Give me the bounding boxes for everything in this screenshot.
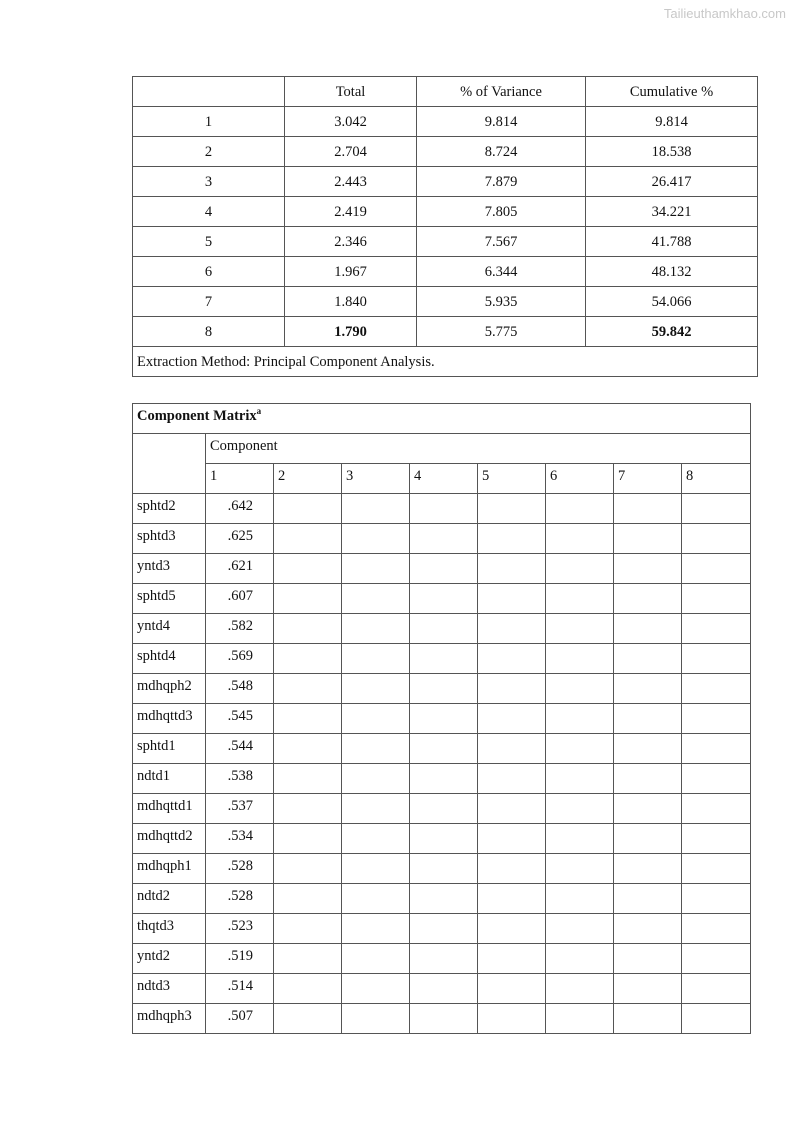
matrix-empty-cell [682,944,751,974]
matrix-row-label: sphtd4 [133,644,206,674]
matrix-empty-cell [478,674,546,704]
variance-header-cell: Cumulative % [586,77,758,107]
matrix-row [133,704,751,734]
variance-cell: 5 [133,227,285,257]
matrix-empty-cell [682,704,751,734]
matrix-empty-cell [478,764,546,794]
matrix-empty-cell [478,974,546,1004]
matrix-row-label: yntd3 [133,554,206,584]
matrix-empty-cell [410,944,478,974]
matrix-empty-cell [410,914,478,944]
matrix-row [133,584,751,614]
matrix-empty-cell [478,494,546,524]
matrix-empty-cell [410,554,478,584]
matrix-empty-cell [546,704,614,734]
matrix-empty-cell [546,854,614,884]
matrix-row [133,734,751,764]
matrix-empty-cell [478,854,546,884]
matrix-loading-value: .642 [206,494,274,524]
matrix-column-header: 4 [410,464,478,494]
matrix-empty-cell [478,734,546,764]
matrix-row-label: sphtd5 [133,584,206,614]
matrix-row [133,1004,751,1034]
matrix-row-label: sphtd3 [133,524,206,554]
matrix-empty-cell [682,914,751,944]
matrix-empty-cell [614,734,682,764]
matrix-row [133,974,751,1004]
matrix-empty-cell [342,854,410,884]
matrix-title-footnote-mark: a [256,406,262,417]
matrix-empty-cell [478,614,546,644]
matrix-empty-cell [478,644,546,674]
variance-cell: 7.805 [417,197,586,227]
matrix-empty-cell [546,494,614,524]
matrix-empty-cell [546,734,614,764]
matrix-empty-cell [546,794,614,824]
matrix-row [133,554,751,584]
matrix-row-label: mdhqttd1 [133,794,206,824]
matrix-empty-cell [274,584,342,614]
variance-cell: 6 [133,257,285,287]
matrix-title: Component Matrix$^a$ [133,404,751,434]
matrix-empty-cell [478,554,546,584]
matrix-corner-cell [133,434,206,494]
variance-header-row [133,77,758,107]
matrix-empty-cell [342,944,410,974]
matrix-row-label: sphtd2 [133,494,206,524]
matrix-empty-cell [410,584,478,614]
matrix-row [133,944,751,974]
matrix-empty-cell [410,854,478,884]
matrix-empty-cell [682,854,751,884]
matrix-empty-cell [342,734,410,764]
matrix-loading-value: .544 [206,734,274,764]
matrix-loading-value: .537 [206,794,274,824]
matrix-component-label: Component [206,434,751,464]
matrix-empty-cell [274,914,342,944]
matrix-loading-value: .545 [206,704,274,734]
matrix-empty-cell [682,734,751,764]
matrix-empty-cell [614,764,682,794]
matrix-empty-cell [546,614,614,644]
matrix-empty-cell [614,644,682,674]
matrix-empty-cell [682,614,751,644]
variance-cell: 34.221 [586,197,758,227]
matrix-row-label: sphtd1 [133,734,206,764]
matrix-empty-cell [682,584,751,614]
matrix-row-label: mdhqttd3 [133,704,206,734]
variance-cell: 18.538 [586,137,758,167]
matrix-row [133,764,751,794]
matrix-row [133,494,751,524]
matrix-empty-cell [342,644,410,674]
matrix-row [133,614,751,644]
matrix-empty-cell [682,1004,751,1034]
matrix-column-header-row [133,464,751,494]
variance-cell: 1.790 [285,317,417,347]
matrix-empty-cell [410,704,478,734]
matrix-empty-cell [410,824,478,854]
matrix-empty-cell [342,914,410,944]
matrix-loading-value: .523 [206,914,274,944]
matrix-empty-cell [478,944,546,974]
matrix-empty-cell [342,884,410,914]
matrix-empty-cell [410,884,478,914]
variance-cell: 1.967 [285,257,417,287]
variance-row [133,227,758,257]
matrix-empty-cell [546,644,614,674]
matrix-empty-cell [682,824,751,854]
matrix-row [133,794,751,824]
matrix-empty-cell [614,704,682,734]
matrix-empty-cell [410,524,478,554]
matrix-loading-value: .514 [206,974,274,1004]
matrix-title-row [133,404,751,434]
variance-cell: 9.814 [586,107,758,137]
matrix-loading-value: .607 [206,584,274,614]
matrix-column-header: 7 [614,464,682,494]
matrix-row-label: mdhqttd2 [133,824,206,854]
variance-cell: 7.879 [417,167,586,197]
variance-cell: 54.066 [586,287,758,317]
matrix-row [133,914,751,944]
matrix-row [133,524,751,554]
matrix-empty-cell [342,494,410,524]
matrix-loading-value: .621 [206,554,274,584]
matrix-empty-cell [546,764,614,794]
matrix-empty-cell [614,524,682,554]
matrix-row-label: mdhqph2 [133,674,206,704]
matrix-column-header: 6 [546,464,614,494]
matrix-empty-cell [410,494,478,524]
variance-cell: 59.842 [586,317,758,347]
matrix-empty-cell [274,554,342,584]
matrix-empty-cell [410,794,478,824]
matrix-row-label: ndtd1 [133,764,206,794]
matrix-empty-cell [546,1004,614,1034]
matrix-empty-cell [274,944,342,974]
matrix-loading-value: .538 [206,764,274,794]
matrix-empty-cell [342,974,410,1004]
variance-cell: 3.042 [285,107,417,137]
matrix-empty-cell [682,644,751,674]
matrix-empty-cell [274,974,342,1004]
matrix-column-header: 2 [274,464,342,494]
matrix-row [133,644,751,674]
matrix-empty-cell [274,764,342,794]
matrix-row [133,674,751,704]
extraction-method-note: Extraction Method: Principal Component Analysis. [133,347,758,377]
matrix-empty-cell [614,914,682,944]
matrix-row-label: ndtd3 [133,974,206,1004]
variance-cell: 1 [133,107,285,137]
matrix-empty-cell [342,1004,410,1034]
matrix-column-header: 8 [682,464,751,494]
matrix-empty-cell [342,704,410,734]
matrix-empty-cell [478,704,546,734]
matrix-empty-cell [410,974,478,1004]
matrix-empty-cell [546,914,614,944]
matrix-row-label: yntd2 [133,944,206,974]
variance-header-cell: Total [285,77,417,107]
matrix-empty-cell [478,1004,546,1034]
matrix-empty-cell [614,944,682,974]
matrix-empty-cell [546,584,614,614]
matrix-empty-cell [274,1004,342,1034]
matrix-loading-value: .569 [206,644,274,674]
matrix-empty-cell [682,974,751,1004]
matrix-empty-cell [478,884,546,914]
variance-cell: 5.935 [417,287,586,317]
variance-cell: 2.704 [285,137,417,167]
variance-row [133,257,758,287]
variance-cell: 2.346 [285,227,417,257]
variance-header-cell: % of Variance [417,77,586,107]
variance-cell: 8.724 [417,137,586,167]
matrix-empty-cell [410,614,478,644]
variance-row [133,107,758,137]
matrix-empty-cell [274,884,342,914]
matrix-loading-value: .582 [206,614,274,644]
variance-row [133,317,758,347]
variance-cell: 7 [133,287,285,317]
matrix-empty-cell [614,494,682,524]
matrix-row [133,824,751,854]
matrix-empty-cell [478,524,546,554]
matrix-empty-cell [342,824,410,854]
variance-cell: 2.443 [285,167,417,197]
matrix-empty-cell [546,524,614,554]
matrix-empty-cell [546,824,614,854]
matrix-empty-cell [614,674,682,704]
matrix-empty-cell [546,884,614,914]
matrix-empty-cell [614,974,682,1004]
matrix-empty-cell [682,794,751,824]
variance-cell: 5.775 [417,317,586,347]
matrix-empty-cell [546,674,614,704]
matrix-empty-cell [274,794,342,824]
matrix-empty-cell [274,824,342,854]
matrix-row [133,884,751,914]
matrix-empty-cell [342,794,410,824]
matrix-empty-cell [682,554,751,584]
matrix-loading-value: .625 [206,524,274,554]
matrix-empty-cell [274,674,342,704]
variance-row [133,287,758,317]
matrix-row-label: yntd4 [133,614,206,644]
matrix-column-header: 5 [478,464,546,494]
matrix-empty-cell [410,644,478,674]
matrix-empty-cell [342,764,410,794]
variance-note-row [133,347,758,377]
matrix-empty-cell [546,554,614,584]
matrix-empty-cell [342,614,410,644]
matrix-empty-cell [342,554,410,584]
variance-table [132,76,758,377]
matrix-empty-cell [614,614,682,644]
variance-cell: 2 [133,137,285,167]
matrix-empty-cell [614,1004,682,1034]
matrix-empty-cell [614,794,682,824]
variance-cell: 41.788 [586,227,758,257]
matrix-empty-cell [614,824,682,854]
matrix-empty-cell [342,584,410,614]
matrix-empty-cell [274,614,342,644]
matrix-component-row [133,434,751,464]
matrix-empty-cell [274,734,342,764]
matrix-empty-cell [274,524,342,554]
matrix-empty-cell [478,584,546,614]
matrix-empty-cell [410,1004,478,1034]
variance-row [133,197,758,227]
matrix-row-label: mdhqph1 [133,854,206,884]
matrix-empty-cell [614,854,682,884]
matrix-empty-cell [274,704,342,734]
matrix-column-header: 1 [206,464,274,494]
matrix-empty-cell [682,674,751,704]
matrix-empty-cell [546,974,614,1004]
matrix-loading-value: .519 [206,944,274,974]
watermark: Tailieuthamkhao.com [663,6,786,21]
variance-cell: 48.132 [586,257,758,287]
matrix-empty-cell [478,824,546,854]
variance-header-cell [133,77,285,107]
matrix-loading-value: .534 [206,824,274,854]
matrix-row-label: thqtd3 [133,914,206,944]
matrix-empty-cell [274,854,342,884]
matrix-loading-value: .528 [206,884,274,914]
matrix-empty-cell [274,644,342,674]
matrix-empty-cell [478,914,546,944]
variance-row [133,137,758,167]
matrix-row-label: mdhqph3 [133,1004,206,1034]
variance-cell: 8 [133,317,285,347]
variance-cell: 26.417 [586,167,758,197]
matrix-empty-cell [342,674,410,704]
matrix-empty-cell [682,494,751,524]
variance-cell: 1.840 [285,287,417,317]
matrix-row-label: ndtd2 [133,884,206,914]
variance-cell: 4 [133,197,285,227]
matrix-empty-cell [682,884,751,914]
matrix-row [133,854,751,884]
variance-cell: 3 [133,167,285,197]
matrix-empty-cell [410,764,478,794]
matrix-empty-cell [410,734,478,764]
matrix-empty-cell [478,794,546,824]
matrix-empty-cell [274,494,342,524]
matrix-empty-cell [614,584,682,614]
matrix-loading-value: .528 [206,854,274,884]
matrix-column-header: 3 [342,464,410,494]
variance-cell: 9.814 [417,107,586,137]
variance-cell: 6.344 [417,257,586,287]
matrix-loading-value: .548 [206,674,274,704]
matrix-loading-value: .507 [206,1004,274,1034]
variance-cell: 2.419 [285,197,417,227]
matrix-empty-cell [682,524,751,554]
variance-row [133,167,758,197]
matrix-empty-cell [682,764,751,794]
variance-cell: 7.567 [417,227,586,257]
matrix-empty-cell [614,554,682,584]
matrix-empty-cell [342,524,410,554]
matrix-empty-cell [546,944,614,974]
matrix-empty-cell [410,674,478,704]
matrix-empty-cell [614,884,682,914]
component-matrix-table [132,403,751,1034]
